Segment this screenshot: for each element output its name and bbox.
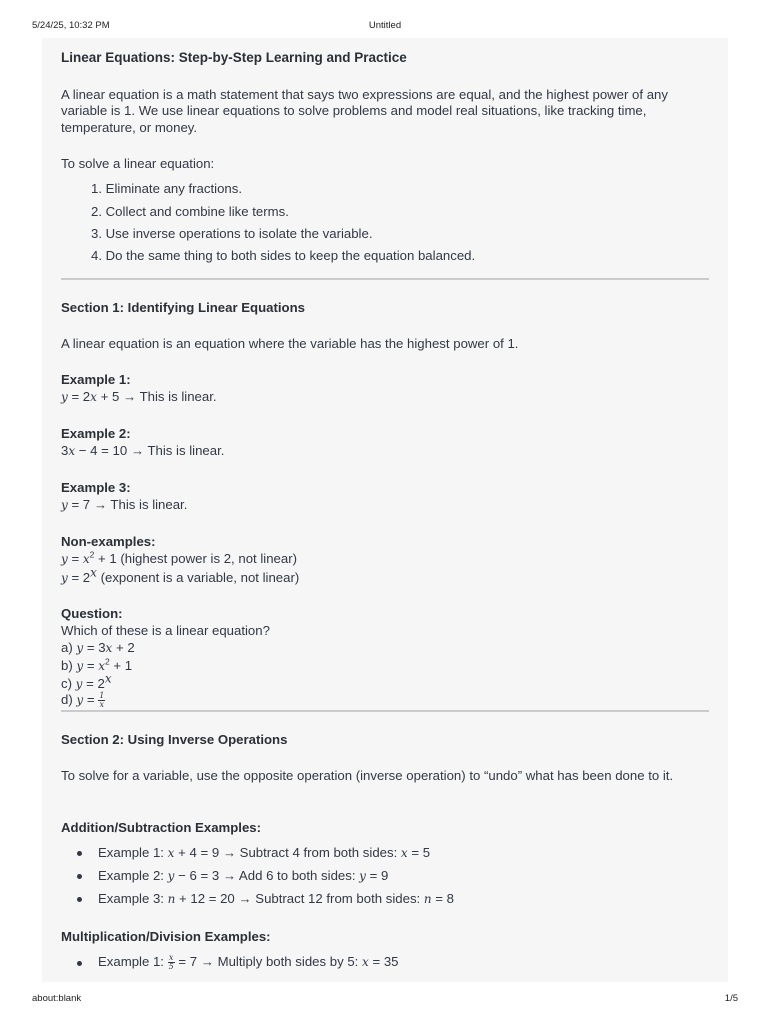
math-var: y	[61, 571, 68, 585]
equation-text: = 2	[82, 676, 105, 691]
addsub-example	[98, 868, 388, 883]
option-marker: b)	[61, 658, 77, 673]
math-var: x	[98, 659, 105, 673]
bullet-marker	[77, 961, 82, 966]
option-marker: d)	[61, 692, 77, 707]
math-var: y	[359, 869, 366, 883]
fraction-denominator: x	[99, 700, 104, 710]
option-marker: a)	[61, 640, 77, 655]
exponent: 2	[104, 656, 110, 667]
equation-text: + 12 = 20 → Subtract 12 from both sides:	[175, 891, 424, 906]
equation-text: + 2	[112, 640, 135, 655]
print-footer	[32, 993, 738, 1007]
example3-label: Example 3:	[61, 480, 131, 495]
steps-intro: To solve a linear equation:	[61, 156, 215, 171]
step-item: 1. Eliminate any fractions.	[91, 181, 242, 196]
intro-paragraph: A linear equation is a math statement that says two expressions are equal, and the highest power of any variable is 1. We use linear equations to solve problems and model real situations, like tracking time, temperature, or money.	[61, 87, 668, 135]
example-comment: → This is linear.	[119, 389, 217, 404]
exponent: 2	[89, 549, 95, 560]
example-label: Example 1:	[98, 954, 168, 969]
page-title: Linear Equations: Step-by-Step Learning and Practice	[61, 50, 407, 65]
math-var: x	[68, 444, 76, 458]
equation-text: 3	[61, 443, 69, 458]
equation-text: = 7	[67, 497, 91, 512]
example2-equation	[61, 443, 224, 458]
math-var: x	[167, 846, 175, 860]
equation-text: (exponent is a variable, not linear)	[96, 570, 300, 585]
equation-text: =	[67, 551, 83, 566]
equation-text: =	[83, 692, 99, 707]
equation-text: = 7 → Multiply both sides by 5:	[174, 954, 363, 969]
question-option-c	[61, 671, 112, 691]
step-item: 4. Do the same thing to both sides to keep the equation balanced.	[91, 248, 476, 263]
section-divider	[61, 278, 709, 280]
nonexamples-label: Non-examples:	[61, 534, 156, 549]
equation-text: + 1 (highest power is 2, not linear)	[94, 551, 298, 566]
math-var: x	[400, 846, 408, 860]
equation-text: + 4 = 9 → Subtract 4 from both sides:	[174, 845, 401, 860]
section2-heading: Section 2: Using Inverse Operations	[61, 732, 288, 747]
fraction-numerator: 1	[99, 691, 105, 701]
print-page-number: 1/5	[724, 993, 738, 1004]
example-label: Example 2:	[98, 868, 168, 883]
equation-text: = 2	[67, 389, 91, 404]
equation-text: + 1	[109, 658, 133, 673]
fraction	[98, 692, 105, 709]
equation-text: = 3	[83, 640, 106, 655]
nonexample-1	[61, 551, 297, 566]
example-label: Example 1:	[98, 845, 168, 860]
example3-equation	[61, 497, 187, 512]
question-prompt: Which of these is a linear equation?	[61, 623, 270, 638]
addsub-example	[98, 845, 430, 860]
exponent: x	[90, 565, 97, 580]
step-item: 3. Use inverse operations to isolate the variable.	[91, 226, 373, 241]
print-header	[32, 20, 738, 34]
math-var: y	[61, 390, 68, 404]
equation-text: − 4 = 10	[75, 443, 128, 458]
question-option-b	[61, 658, 132, 673]
equation-text: = 35	[368, 954, 399, 969]
equation-text: = 9	[365, 868, 389, 883]
math-var: y	[76, 659, 84, 673]
math-var: x	[82, 552, 90, 566]
equation-text: = 5	[407, 845, 431, 860]
addsub-heading: Addition/Subtraction Examples:	[61, 820, 262, 835]
math-var: x	[362, 955, 369, 969]
question-label: Question:	[61, 606, 123, 621]
section-divider	[61, 710, 709, 712]
math-var: x	[90, 390, 97, 404]
equation-text: − 6 = 3 → Add 6 to both sides:	[174, 868, 360, 883]
equation-text: =	[83, 658, 99, 673]
math-var: n	[423, 892, 432, 906]
fraction-numerator: x	[168, 953, 174, 963]
bullet-marker	[77, 874, 82, 879]
example1-label: Example 1:	[61, 372, 131, 387]
math-var: y	[76, 693, 84, 707]
multdiv-example	[98, 954, 399, 971]
equation-text: = 8	[431, 891, 454, 906]
math-var: y	[75, 677, 83, 691]
example2-label: Example 2:	[61, 426, 131, 441]
print-timestamp: 5/24/25, 10:32 PM	[32, 20, 110, 31]
math-var: n	[167, 892, 176, 906]
print-url: about:blank	[32, 993, 82, 1004]
step-item: 2. Collect and combine like terms.	[91, 204, 289, 219]
section1-description: A linear equation is an equation where the variable has the highest power of 1.	[61, 336, 519, 351]
math-var: y	[76, 641, 84, 655]
math-var: y	[167, 869, 175, 883]
exponent: x	[104, 671, 112, 686]
section1-heading: Section 1: Identifying Linear Equations	[61, 300, 305, 315]
example-comment: → This is linear.	[90, 497, 188, 512]
example-label: Example 3:	[98, 891, 168, 906]
bullet-marker	[77, 897, 82, 902]
question-option-a	[61, 640, 135, 655]
print-document-title: Untitled	[368, 20, 402, 31]
example1-equation	[61, 389, 217, 404]
document-page	[42, 38, 728, 982]
math-var: x	[105, 641, 113, 655]
question-option-d	[61, 692, 105, 709]
equation-text: = 2	[67, 570, 91, 585]
nonexample-2	[61, 565, 300, 585]
option-marker: c)	[61, 676, 76, 691]
math-var: y	[61, 552, 68, 566]
math-var: y	[61, 498, 68, 512]
addsub-example	[98, 891, 454, 906]
multdiv-heading: Multiplication/Division Examples:	[61, 929, 271, 944]
section2-description: To solve for a variable, use the opposite operation (inverse operation) to “undo” what has been done to it.	[61, 768, 674, 783]
example-comment: → This is linear.	[127, 443, 225, 458]
fraction	[168, 954, 175, 971]
bullet-marker	[77, 851, 82, 856]
equation-text: + 5	[96, 389, 120, 404]
fraction-denominator: 5	[168, 962, 174, 972]
